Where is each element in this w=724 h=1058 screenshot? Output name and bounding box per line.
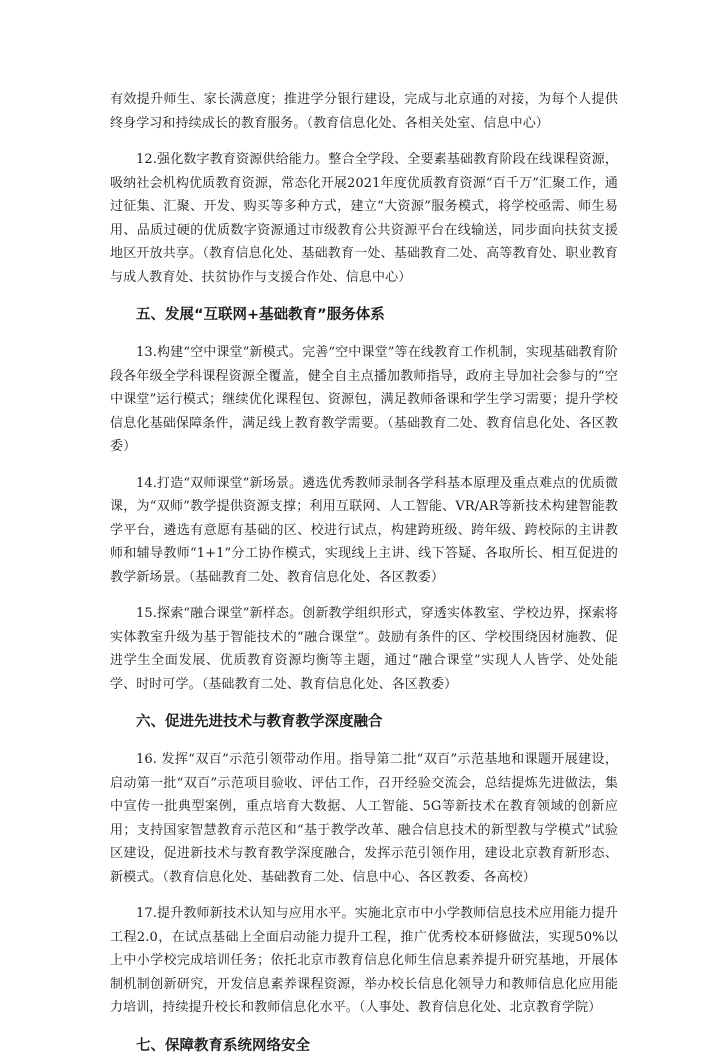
section-heading-7: 七、保障教育系统网络安全 bbox=[136, 1037, 310, 1054]
paragraph-continuation: 有效提升师生、家长满意度；推进学分银行建设，完成与北京通的对接，为每个人提供终身学习和持续成长的教育服务。（教育信息化处、各相关处室、信息中心） bbox=[110, 92, 618, 131]
paragraph-item-13: 13.构建“空中课堂”新模式。完善“空中课堂”等在线教育工作机制，实现基础教育阶段各年级全学科课程资源全覆盖，健全自主点播加教师指导，政府主导加社会参与的“空中课堂”运行模式；继续优化课程包、资源包，满足教师备课和学生学习需要；提升学校信息化基础保障条件，满足线上教育教学需要。（基础教育二处、教育信息化处、各区教委） bbox=[110, 345, 618, 454]
document-page bbox=[110, 88, 618, 1058]
paragraph-item-15: 15.探索“融合课堂”新样态。创新教学组织形式，穿透实体教室、学校边界，探索将实体教室升级为基于智能技术的“融合课堂”。鼓励有条件的区、学校围绕因材施教、促进学生全面发展、优质教育资源均衡等主题，通过“融合课堂”实现人人皆学、处处能学、时时可学。（基础教育二处、教育信息化处、各区教委） bbox=[110, 606, 618, 692]
section-heading-6: 六、促进先进技术与教育教学深度融合 bbox=[136, 714, 383, 730]
paragraph-item-12: 12.强化数字教育资源供给能力。整合全学段、全要素基础教育阶段在线课程资源，吸纳社会机构优质教育资源，常态化开展2021年度优质教育资源“百千万”汇聚工作，通过征集、汇聚、开发、购买等多种方式，建立“大资源”服务模式，将学校亟需、师生易用、品质过硬的优质数字资源通过市级教育公共资源平台在线输送，同步面向扶贫支援地区开放共享。（教育信息化处、基础教育一处、基础教育二处、高等教育处、职业教育与成人教育处、扶贫协作与支援合作处、信息中心） bbox=[110, 152, 618, 285]
paragraph-item-17: 17.提升教师新技术认知与应用水平。实施北京市中小学教师信息技术应用能力提升工程2.0，在试点基础上全面启动能力提升工程，推广优秀校本研修做法，实现50%以上中小学校完成培训任务；依托北京市教育信息化师生信息素养提升研究基地，开展体制机制创新研究，开发信息素养课程资源，举办校长信息化领导力和教师信息化应用能力培训，持续提升校长和教师信息化水平。（人事处、教育信息化处、北京教育学院） bbox=[110, 906, 618, 1015]
paragraph-item-16: 16. 发挥“双百”示范引领带动作用。指导第二批“双百”示范基地和课题开展建设，启动第一批“双百”示范项目验收、评估工作，召开经验交流会，总结提炼先进做法，集中宣传一批典型案例，重点培育大数据、人工智能、5G等新技术在教育领域的创新应用；支持国家智慧教育示范区和“基于教学改革、融合信息技术的新型教与学模式”试验区建设，促进新技术与教育教学深度融合，发挥示范引领作用，建设北京教育新形态、新模式。（教育信息化处、基础教育二处、信息中心、各区教委、各高校） bbox=[110, 752, 618, 885]
section-heading-5: 五、发展“互联网+基础教育”服务体系 bbox=[136, 307, 385, 323]
paragraph-item-14: 14.打造“双师课堂”新场景。遴选优秀教师录制各学科基本原理及重点难点的优质微课，为“双师”教学提供资源支撑；利用互联网、人工智能、VR/AR等新技术构建智能教学平台，遴选有意愿有基础的区、校进行试点，构建跨班级、跨年级、跨校际的主讲教师和辅导教师“1+1”分工协作模式，实现线上主讲、线下答疑、各取所长、相互促进的教学新场景。（基础教育二处、教育信息化处、各区教委） bbox=[110, 475, 618, 585]
